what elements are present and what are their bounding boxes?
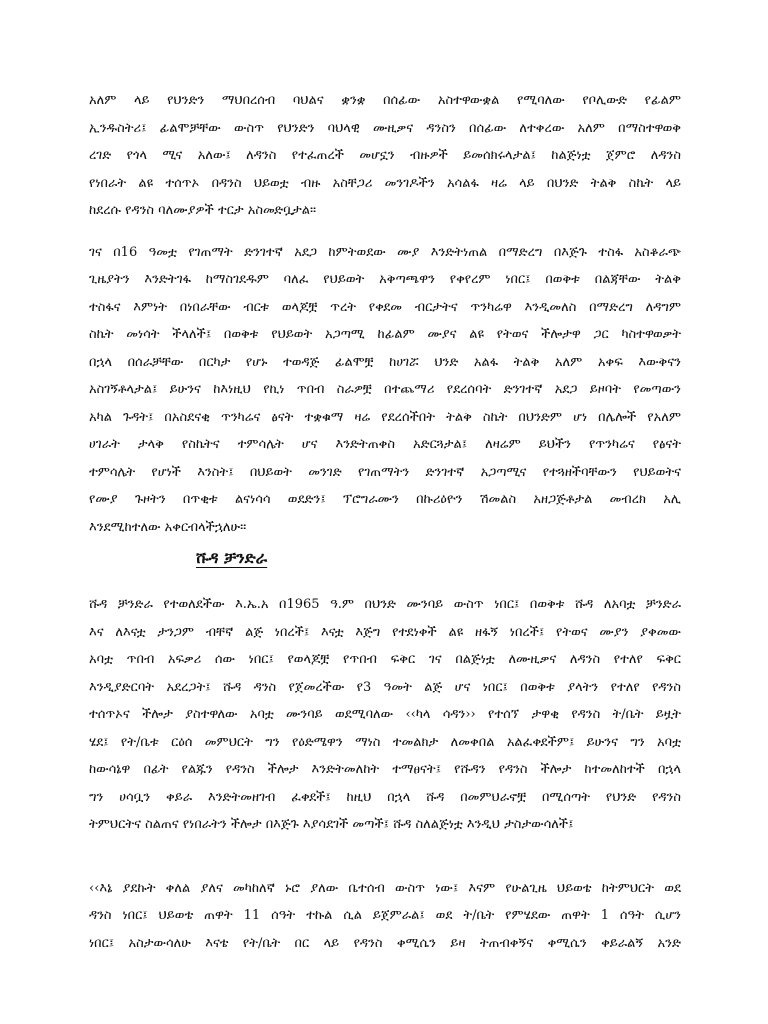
text-line: ተምሳሌት የሆነች እንስት፤ በህይወት መንገድ የገጠማትን ድንገተኛ አጋጣሚና የተጓዘችባቸውን የህይወትና — [89, 464, 681, 480]
text-line: ሹዳ ቻንድራ የተወለደችው እ.ኤ.አ በ1965 ዓ.ም በህንድ ሙንባይ ውስጥ ነበር፤ በወቅቱ ሹዳ ለአባቷ ቻንድራ — [89, 597, 681, 612]
text-line: እንዲያድርባት አደረጋት፤ ሹዳ ዳንስ የጀመረችው የ3 ዓመት ልጅ ሆና ነበር፤ በወቅቱ ያላትን የተለየ የዳንስ — [89, 679, 681, 695]
paragraph — [89, 87, 681, 225]
text-line: ተስፋና እምነት በነበራቸው ብርቱ ወላጆቿ ጥረት የቀደመ ብርታትና ጥንካሬዋ እንዲመለስ በማድረግ ለዳግም — [89, 299, 681, 315]
text-line: ረገድ የጎላ ሚና አለው፤ ለዳንስ የተፈጠረች መሆኗን ብዙዎች ይመሰክሩላታል፤ ከልጅነቷ ጀምሮ ለዳንስ — [89, 148, 681, 163]
text-line: ከውሳኔዋ በፊት የልጁን የዳንስ ችሎታ እንድትመለከት ተማፀናት፤ የሹዳን የዳንስ ችሎታ ከተመለከተች በኋላ — [89, 762, 681, 777]
text-line: አባቷ ጥበብ አፍቃሪ ሰው ነበር፤ የወላጆቿ የጥበብ ፍቅር ገና በልጅነቷ ለሙዚቃና ለዳንስ የተለየ ፍቅር — [89, 652, 681, 667]
text-line: ነበር፤ አስታውሳለሁ እናቴ የት/ቤት በር ላይ የዳንስ ቀሚሴን ይዛ ትጠብቀኝና ቀሚሴን ቀይራልኝ አንድ — [89, 935, 681, 951]
text-line: ሄደ፤ የት/ቤቱ ርዕሰ መምህርት ግን የዕድሜዋን ማነስ ተመልክታ ለመቀበል አልፈቀደችም፤ ይሁንና ግን አባቷ — [89, 734, 681, 750]
text-line: ገና በ16 ዓመቷ የገጠማት ድንገተኛ አደጋ ከምትወደው ሙያ እንድትነጠል በማድረግ በእጅጉ ተስፋ አስቆራጭ — [89, 244, 681, 260]
text-line: የሙያ ጉዞትን በጥቂቱ ልናነሳሳ ወደድን፤ ፕሮግራሙን በኩሪዕዮን ሽመልስ አዘጋጅቶታል መብረክ አሊ — [89, 492, 681, 507]
paragraph — [89, 591, 681, 839]
document-page — [89, 87, 681, 957]
text-line: አለም ላይ የህንድን ማህበረሰብ ባህልና ቋንቋ በሰፊው አስተዋውቋል የሚባለው የቦሊውድ የፊልም — [89, 93, 681, 108]
text-line: ስኬት መነሳት ችላለች፤ በወቅቱ የህይወት አጋጣሚ ከፊልም ሙያና ልዩ የትወና ችሎታዋ ጋር ካስተዋወቃት — [89, 327, 681, 342]
intro-section — [89, 87, 681, 541]
text-line: እንደሚከተለው አቀርብላችኋለሁ። — [89, 519, 247, 535]
text-line: ትምህርትና ስልጠና የነበራትን ችሎታ በእጅጉ እያሳደገች መጣች፤ ሹዳ ስለልጅነቷ እንዲህ ታስታውሳለች፤ — [89, 817, 574, 832]
text-line: ዳንስ ነበር፤ ህይወቴ ጠዋት 11 ሰዓት ተኩል ሲል ይጀምራል፤ ወደ ት/ቤት የምሄደው ጠዋት 1 ሰዓት ሲሆን — [89, 908, 681, 923]
section-heading: ሹዳ ቻንድራ — [196, 548, 268, 567]
text-line: ጊዜያትን እንድትገፋ ከማስገደዱም ባለፈ የህይወት አቅጣጫዋን የቀየረም ነበር፤ በወቅቱ በልጃቸው ትልቅ — [89, 272, 681, 287]
text-line: ተሰጥኦና ችሎታ ያስተዋለው አባቷ ሙንባይ ወደሚባለው ‹‹ካላ ሳዳን›› የተሰኘ ታዋቂ የዳንስ ት/ቤት ይዟት — [89, 707, 681, 722]
text-line: ኢንዱስትሪ፤ ፊልሞቻቸው ውስጥ የህንድን ባህላዊ ሙዚቃና ዳንስን በሰፊው ለተቀረው አለም በማስተዋወቅ — [89, 120, 681, 136]
text-line: ‹‹እኔ ያደኩት ቀለል ያለና መካከለኛ ኑሮ ያለው ቤተሰብ ውስጥ ነው፤ እናም የሁልጊዜ ህይወቴ ከትምህርት ወደ — [89, 880, 681, 896]
text-line: ሀገራት ታላቅ የስኬትና ተምሳሌት ሆና እንድትጠቀስ አድርጓታል፤ ለዛሬም ይህችን የጥንካሬና የፅናት — [89, 437, 681, 452]
text-line: በኋላ በሰራቻቸው በርካታ የሆኑ ተወዳጅ ፊልሞቿ ከሀገሯ ህንድ አልፋ ትልቅ አለም አቀፍ እውቅናን — [89, 354, 681, 370]
paragraph — [89, 875, 681, 958]
biography-section — [89, 591, 681, 957]
text-line: ከደረሱ የዳንስ ባለሙያዎች ተርታ አስመድቧታል። — [89, 203, 317, 218]
text-line: የነበራት ልዩ ተሰጥኦ በዳንስ ህይወቷ ብዙ አስቸጋሪ መንገዶችን አሳልፋ ዛሬ ላይ በህንድ ትልቅ ስኬት ላይ — [89, 175, 681, 191]
text-line: አካል ጉዳት፤ በአስደናቂ ጥንካሬና ፅናት ተቋቁማ ዛሬ የደረሰችበት ትልቅ ስኬት በህንድም ሆነ በሌሎች የአለም — [89, 409, 681, 425]
text-line: ግን ሀሳቧን ቀይራ እንድትመዘገብ ፈቀደች፤ ከዚህ በኋላ ሹዳ በመምህራኖቿ በሚሰጣት የህንድ የዳንስ — [89, 789, 681, 805]
text-line: አስገኝቶላታል፤ ይሁንና ከእነዚህ የኪነ ጥበብ ስራዎቿ በተጨማሪ የደረሰባት ድንገተኛ አደጋ ይዞባት የመጣውን — [89, 382, 681, 397]
paragraph — [89, 239, 681, 542]
text-line: እና ለእናቷ ታንጋም ብቸኛ ልጅ ነበረች፤ እናቷ እጅግ የተደነቀች ልዩ ዘፋኝ ነበረች፤ የትወና ሙያን ያቀመው — [89, 624, 681, 640]
